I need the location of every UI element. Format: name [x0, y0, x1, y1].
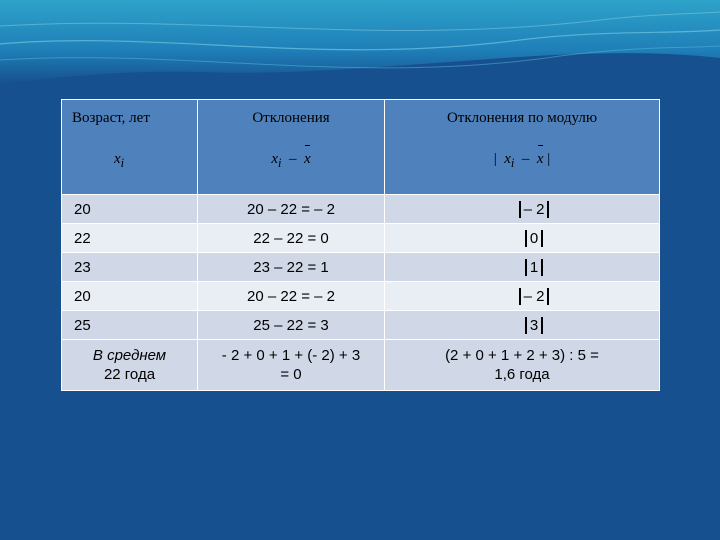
summary-label-cell — [62, 340, 198, 391]
deviation-table-container — [61, 99, 659, 391]
header-deviation-formula: $x_i$ – x — [271, 151, 311, 170]
table-row — [62, 195, 660, 224]
age-cell: 20 — [62, 195, 198, 224]
abs-deviation-cell: 3 — [385, 311, 660, 340]
header-deviation — [198, 100, 385, 195]
table-row — [62, 311, 660, 340]
summary-deviation-cell — [198, 340, 385, 391]
header-age-formula: $x_i$ — [114, 151, 125, 170]
summary-row — [62, 340, 660, 391]
header-abs-deviation-title: Отклонения по модулю — [446, 110, 598, 126]
summary-label-line1: В среднем — [92, 347, 167, 364]
abs-deviation-cell: 0 — [385, 224, 660, 253]
summary-deviation-line2: = 0 — [280, 366, 302, 383]
abs-deviation-cell: – 2 — [385, 195, 660, 224]
deviation-table — [61, 99, 660, 391]
header-abs-deviation-formula: | $x_i$ – x | — [493, 151, 551, 170]
table-row — [62, 282, 660, 311]
deviation-cell: 20 – 22 = – 2 — [198, 282, 385, 311]
summary-abs-cell — [385, 340, 660, 391]
header-age-title: Возраст, лет — [72, 110, 150, 126]
summary-deviation-line1: - 2 + 0 + 1 + (- 2) + 3 — [221, 347, 361, 364]
deviation-cell: 25 – 22 = 3 — [198, 311, 385, 340]
abs-deviation-cell: – 2 — [385, 282, 660, 311]
age-cell: 25 — [62, 311, 198, 340]
age-cell: 22 — [62, 224, 198, 253]
abs-deviation-cell: 1 — [385, 253, 660, 282]
header-deviation-title: Отклонения — [252, 110, 330, 126]
deviation-cell: 20 – 22 = – 2 — [198, 195, 385, 224]
deviation-cell: 23 – 22 = 1 — [198, 253, 385, 282]
header-age — [62, 100, 198, 195]
header-abs-deviation — [385, 100, 660, 195]
table-row — [62, 253, 660, 282]
age-cell: 23 — [62, 253, 198, 282]
table-row — [62, 224, 660, 253]
summary-abs-line1: (2 + 0 + 1 + 2 + 3) : 5 = — [445, 347, 599, 364]
age-cell: 20 — [62, 282, 198, 311]
table-header-row — [62, 100, 660, 195]
summary-label-line2: 22 года — [103, 366, 156, 383]
deviation-cell: 22 – 22 = 0 — [198, 224, 385, 253]
summary-abs-line2: 1,6 года — [494, 366, 550, 383]
